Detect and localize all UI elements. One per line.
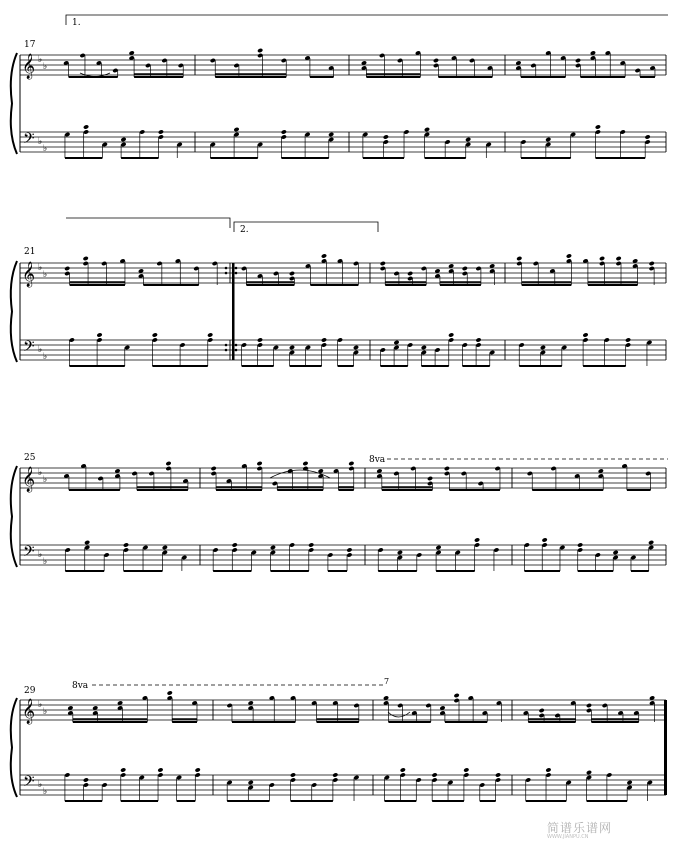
note-head <box>582 332 588 337</box>
note-head <box>83 777 89 782</box>
note-head <box>84 540 90 545</box>
bass-clef: 𝄢 <box>23 773 35 794</box>
note-head <box>648 540 654 545</box>
key-flat: ♭ <box>43 352 48 362</box>
note-head <box>462 266 468 271</box>
note-head <box>96 332 102 337</box>
note-head <box>407 271 413 276</box>
note-head <box>427 476 433 481</box>
note-head <box>281 129 287 134</box>
note-head <box>383 134 389 139</box>
volta-1-bracket <box>66 15 668 25</box>
note-head <box>566 253 572 258</box>
repeat-dot <box>225 344 228 347</box>
note-head <box>586 770 592 775</box>
note-head <box>616 256 622 261</box>
note-head <box>321 253 327 258</box>
repeat-barline <box>232 263 235 360</box>
key-flat: ♭ <box>38 468 43 478</box>
volta-2-label: 2. <box>240 225 249 235</box>
note-head <box>644 134 650 139</box>
system-2 <box>11 253 666 366</box>
volta-1-label: 1. <box>72 18 81 28</box>
repeat-dot <box>235 267 238 270</box>
note-head <box>577 542 583 547</box>
key-flat: ♭ <box>38 700 43 710</box>
treble-clef: 𝄞 <box>22 699 36 724</box>
note-head <box>575 58 581 63</box>
note-head <box>290 772 296 777</box>
watermark-subtext: WWW.JIANPU.CN <box>547 834 589 840</box>
note-head <box>599 256 605 261</box>
note-head <box>626 780 632 785</box>
note-head <box>454 693 460 698</box>
note-head <box>424 127 430 132</box>
note-head <box>207 332 213 337</box>
note-head <box>165 461 171 466</box>
key-flat: ♭ <box>43 707 48 717</box>
treble-staff <box>20 55 666 75</box>
volta-1-bracket <box>66 218 230 228</box>
measure-number: 25 <box>24 453 36 463</box>
note-head <box>328 132 334 137</box>
brace <box>11 466 17 567</box>
measure-number: 17 <box>24 40 36 50</box>
note-head <box>257 337 263 342</box>
note-head <box>162 545 168 550</box>
note-head <box>433 58 439 63</box>
note-head <box>649 261 655 266</box>
measure-number: 21 <box>24 247 36 257</box>
note-head <box>120 767 126 772</box>
system-3 <box>11 461 666 571</box>
note-head <box>463 767 469 772</box>
system-1 <box>11 48 666 158</box>
note-head <box>123 542 129 547</box>
measure-number: 29 <box>24 686 36 696</box>
bass-staff <box>20 775 666 795</box>
brace <box>11 698 17 797</box>
bass-staff <box>20 132 666 152</box>
treble-clef: 𝄞 <box>22 54 36 79</box>
note-head <box>158 129 164 134</box>
note-head <box>120 137 126 142</box>
bass-clef: 𝄢 <box>23 130 35 151</box>
note-head <box>545 767 551 772</box>
key-flat: ♭ <box>38 345 43 355</box>
repeat-dot <box>235 349 238 352</box>
note-head <box>380 261 386 266</box>
note-head <box>353 345 359 350</box>
note-head <box>232 542 238 547</box>
note-head <box>195 767 201 772</box>
watermark-text: 简谱乐谱网 <box>547 821 613 835</box>
note-head <box>256 461 262 466</box>
note-head <box>540 345 546 350</box>
key-flat: ♭ <box>38 780 43 790</box>
note-head <box>448 332 454 337</box>
note-head <box>431 772 437 777</box>
note-head <box>542 537 548 542</box>
note-head <box>270 545 276 550</box>
note-head <box>539 708 545 713</box>
note-head <box>321 337 327 342</box>
note-head <box>332 772 338 777</box>
final-barline <box>664 700 667 795</box>
key-flat: ♭ <box>38 263 43 273</box>
treble-staff <box>20 263 666 283</box>
key-flat: ♭ <box>43 270 48 280</box>
note-head <box>474 537 480 542</box>
note-head <box>257 48 263 53</box>
treble-staff <box>20 700 666 720</box>
note-head <box>346 547 352 552</box>
ottava-label: 8va <box>369 455 386 465</box>
ottava-end-hook: 7 <box>384 677 390 686</box>
bass-clef: 𝄢 <box>23 543 35 564</box>
repeat-dot <box>235 272 238 275</box>
note-head <box>64 266 70 271</box>
repeat-dot <box>225 349 228 352</box>
repeat-dot <box>225 267 228 270</box>
volta-2-bracket <box>234 222 378 232</box>
key-flat: ♭ <box>43 62 48 72</box>
note-head <box>595 124 601 129</box>
note-head <box>400 767 406 772</box>
note-head <box>444 466 450 471</box>
repeat-dot <box>235 344 238 347</box>
note-head <box>393 340 399 345</box>
key-flat: ♭ <box>43 787 48 797</box>
note-head <box>586 703 592 708</box>
note-head <box>167 690 173 695</box>
bass-staff <box>20 545 666 565</box>
note-head <box>233 127 239 132</box>
brace <box>11 261 17 362</box>
key-flat: ♭ <box>38 55 43 65</box>
note-head <box>475 337 481 342</box>
key-flat: ♭ <box>38 550 43 560</box>
note-head <box>421 345 427 350</box>
repeat-dot <box>225 272 228 275</box>
note-head <box>302 461 308 466</box>
note-head <box>613 550 619 555</box>
note-head <box>83 256 89 261</box>
key-flat: ♭ <box>43 475 48 485</box>
key-flat: ♭ <box>43 557 48 567</box>
key-flat: ♭ <box>38 137 43 147</box>
ottava-label: 8va <box>72 681 89 691</box>
note-head <box>289 271 295 276</box>
key-flat: ♭ <box>43 144 48 154</box>
note-head <box>435 545 441 550</box>
note-head <box>211 466 217 471</box>
note-head <box>152 332 158 337</box>
note-head <box>495 772 501 777</box>
note-head <box>308 542 314 547</box>
bass-staff <box>20 340 666 360</box>
treble-clef: 𝄞 <box>22 262 36 287</box>
system-4 <box>11 690 667 801</box>
note-head <box>289 345 295 350</box>
treble-clef: 𝄞 <box>22 467 36 492</box>
brace <box>11 53 17 154</box>
note-head <box>516 256 522 261</box>
note-head <box>248 780 254 785</box>
note-head <box>465 137 471 142</box>
note-head <box>397 550 403 555</box>
note-head <box>545 137 551 142</box>
note-head <box>157 767 163 772</box>
bass-clef: 𝄢 <box>23 338 35 359</box>
tie <box>388 712 410 717</box>
note-head <box>348 461 354 466</box>
note-head <box>83 124 89 129</box>
note-head <box>625 337 631 342</box>
